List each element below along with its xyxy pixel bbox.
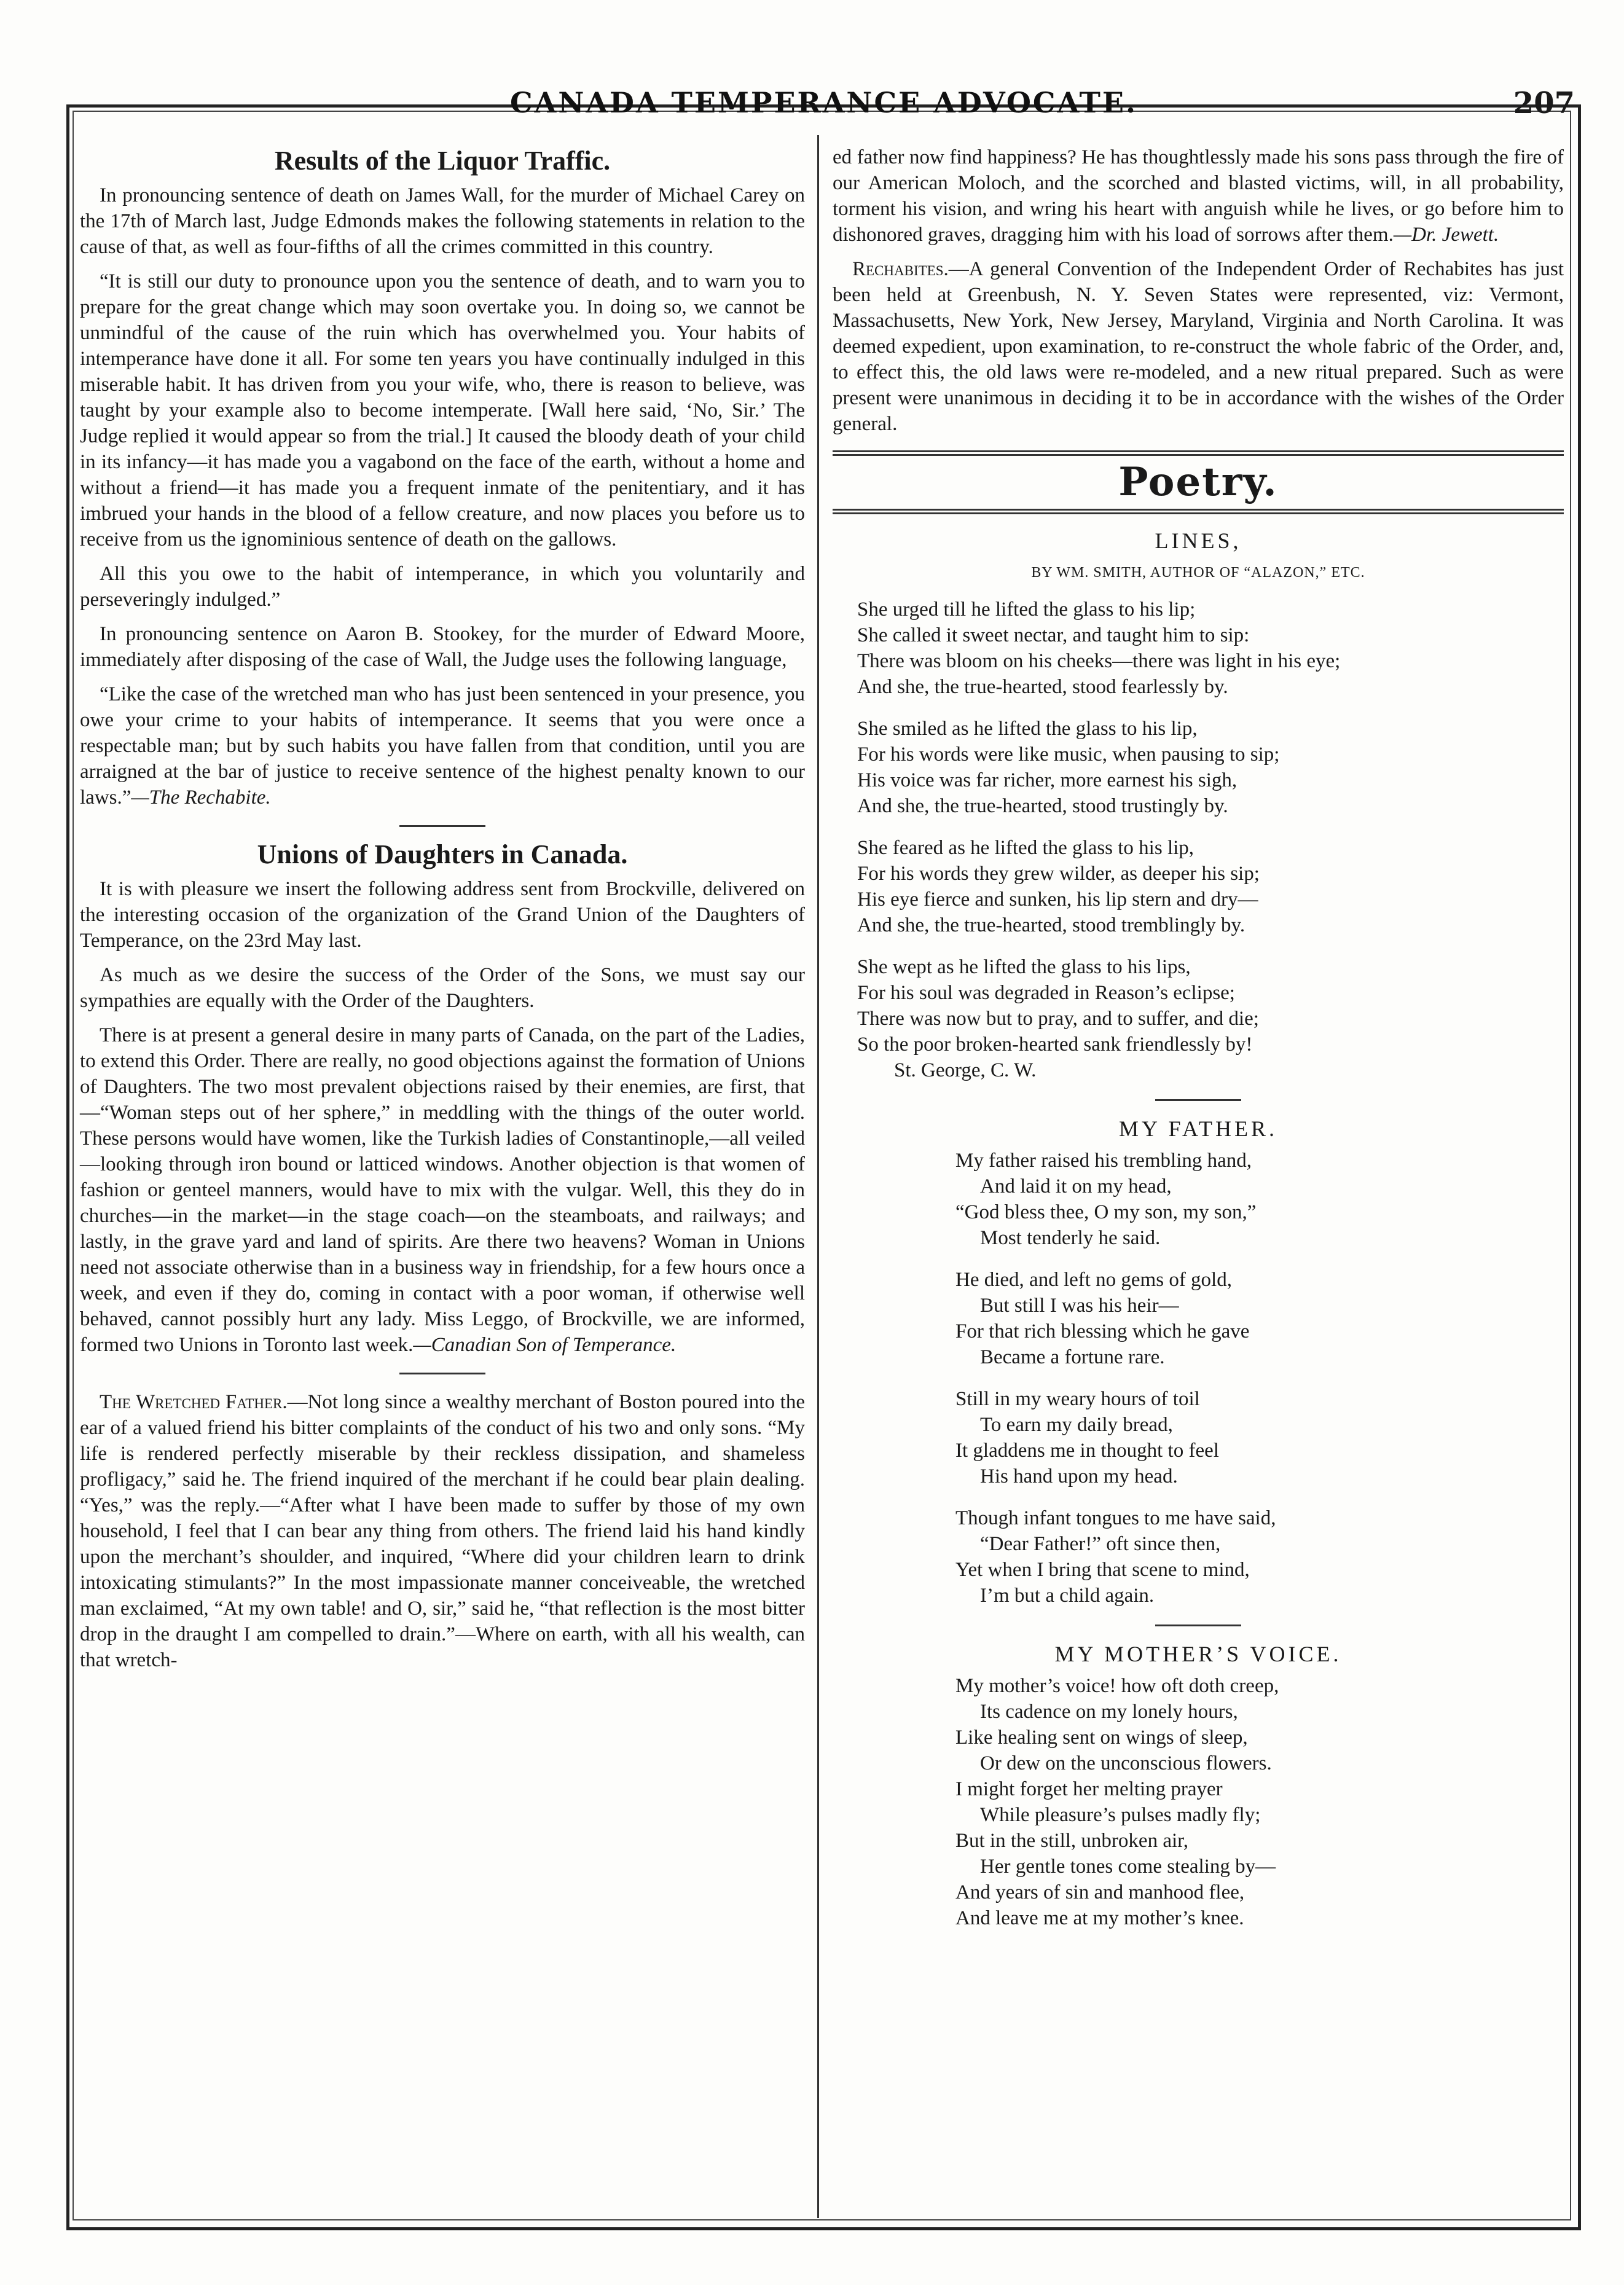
unions-paragraph: [80, 1022, 805, 1358]
masthead-title: CANADA TEMPERANCE ADVOCATE.: [510, 86, 1137, 119]
poem-line: My father raised his trembling hand,: [955, 1150, 1252, 1172]
poetry-rule-bottom: [833, 509, 1564, 514]
section-rule: [1155, 1625, 1241, 1626]
section-rule: [399, 1373, 485, 1374]
poem-line: Still in my weary hours of toil: [955, 1388, 1200, 1410]
poem-line: And years of sin and manhood flee,: [955, 1881, 1245, 1903]
liquor-paragraph: “It is still our duty to pronounce upon you the sentence of death, and to warn you to prepare for the great change which may soon overtake you. In doing so, we cannot be unmindful of the cause of the ruin which has overwhelmed you. Your habits of intemperance have done it all. For some ten years you have continually indulged in this miserable habit. It has driven from you your wife, who, there is reason to believe, was taught by your example also to become intemperate. [Wall here said, ‘No, Sir.’ The Judge replied it would appear so from the trial.] It caused the bloody death of your child in its infancy—it has made you a vagabond on the face of the earth, without a home and without a friend—it has made you a frequent inmate of the penitentiary, and it has imbrued your hands in the blood of a fellow creature, and now places you before us to receive from us the ignominious sentence of death on the gallows.: [80, 270, 805, 551]
poem-line: And she, the true-hearted, stood trustingly by.: [857, 795, 1228, 817]
my-mothers-voice-title: MY MOTHER’S VOICE.: [1054, 1642, 1342, 1666]
source-credit: —The Rechabite.: [131, 786, 271, 809]
masthead: [73, 86, 1575, 135]
poem-line: While pleasure’s pulses madly fly;: [980, 1804, 1261, 1826]
poem-line: To earn my daily bread,: [980, 1414, 1173, 1436]
poem-signature: St. George, C. W.: [894, 1059, 1037, 1081]
poem-line: It gladdens me in thought to feel: [955, 1440, 1219, 1462]
liquor-paragraph: [80, 681, 805, 810]
page-number: 207: [1513, 86, 1575, 120]
source-credit: —Canadian Son of Temperance.: [413, 1334, 677, 1356]
poem-line: I might forget her melting prayer: [955, 1778, 1223, 1800]
lines-byline: BY WM. SMITH, AUTHOR OF “ALAZON,” ETC.: [1031, 565, 1365, 581]
liquor-paragraph: In pronouncing sentence on Aaron B. Stookey, for the murder of Edward Moore, immediately after disposing of the case of Wall, the Judge uses the following language,: [80, 623, 805, 671]
rechabites-body: —A general Convention of the Independent Order of Rechabites has just been held at Greenbush, N. Y. Seven States were represented, viz: Vermont, Massachusetts, New York, New Jersey, Maryland, Virginia and North Carolina. It was deemed expedient, upon examination, to re-construct the whole fabric of the Order, and, to effect this, the old laws were re-modeled, and a new ritual prepared. Such as were present were unanimous in deciding it to be in accordance with the wishes of the Order general.: [833, 258, 1564, 435]
wretched-father-continued: [833, 144, 1564, 248]
unions-paragraph: As much as we desire the success of the Order of the Sons, we must say our sympathies are equally with the Order of the Daughters.: [80, 964, 805, 1012]
liquor-paragraph: All this you owe to the habit of intemperance, in which you voluntarily and perseveringly indulged.”: [80, 563, 805, 611]
poem-line: Yet when I bring that scene to mind,: [955, 1559, 1250, 1581]
father-stanza: [833, 1505, 1564, 1609]
poem-line: His voice was far richer, more earnest his sigh,: [857, 769, 1238, 791]
section-rule: [1155, 1099, 1241, 1101]
poem-line: His hand upon my head.: [980, 1465, 1178, 1487]
poem-line: She smiled as he lifted the glass to his lip,: [857, 718, 1198, 740]
left-column: [80, 144, 805, 1682]
poem-line: She wept as he lifted the glass to his lips,: [857, 956, 1191, 978]
poem-line: “Dear Father!” oft since then,: [980, 1533, 1221, 1555]
poem-line: And laid it on my head,: [980, 1175, 1172, 1197]
poem-line: Most tenderly he said.: [980, 1227, 1161, 1249]
column-divider: [817, 135, 819, 2218]
liquor-paragraph: In pronouncing sentence of death on James Wall, for the murder of Michael Carey on the 17th of March last, Judge Edmonds makes the following statements in relation to the cause of that, as well as four-fifths of all the crimes committed in this country.: [80, 184, 805, 258]
poem-line: Or dew on the unconscious flowers.: [980, 1752, 1272, 1774]
poem-line: My mother’s voice! how oft doth creep,: [955, 1675, 1279, 1697]
right-column: [833, 144, 1564, 1947]
rechabites-paragraph: [833, 256, 1564, 437]
poem-line: And she, the true-hearted, stood fearlessly by.: [857, 676, 1228, 698]
unions-heading: Unions of Daughters in Canada.: [257, 839, 628, 869]
wretched-father-cont-body: ed father now find happiness? He has thoughtlessly made his sons pass through the fire of our American Moloch, and the scorched and blasted victims, will, in all probability, torment his vision, and wring his heart with anguish while he lives, or go before him to dishonored graves, dragging him with his load of sorrows after them.: [833, 146, 1564, 246]
unions-paragraph: It is with pleasure we insert the following address sent from Brockville, delivered on the interesting occasion of the organization of the Grand Union of the Daughters of Temperance, on the 23rd May last.: [80, 878, 805, 952]
poem-line: She urged till he lifted the glass to his lip;: [857, 598, 1196, 621]
poem-line: Her gentle tones come stealing by—: [980, 1856, 1276, 1878]
rechabites-lead: Rechabites.: [852, 258, 949, 280]
unions-body: There is at present a general desire in many parts of Canada, on the part of the Ladies, to extend this Order. There are really, no good objections against the formation of Unions of Daughters. The two most prevalent objections raised by their enemies, are first, that—“Woman steps out of her sphere,” in meddling with the things of the outer world. These persons would have women, like the Turkish ladies of Constantinople,—all veiled—looking through iron bound or latticed windows. Another objection is that women of fashion or genteel manners, would have to mix with the vulgar. Well, this they do in churches—in the market—in the stage coach—on the steamboats, and railways; and lastly, in the grave yard and land of spirits. Are there two heavens? Woman in Unions need not associate otherwise than in a business way in friendship, for a few hours once a week, and even if they do, coming in contact with a poor woman, if otherwise well behaved, cannot possibly hurt any lady. Miss Leggo, of Brockville, we are informed, formed two Unions in Toronto last week.: [80, 1024, 805, 1356]
section-rule: [399, 825, 485, 827]
lines-stanza: [833, 835, 1564, 938]
lines-stanza: [833, 954, 1564, 1083]
poem-line: Like healing sent on wings of sleep,: [955, 1726, 1248, 1749]
wretched-father-paragraph: [80, 1389, 805, 1673]
poem-line: Became a fortune rare.: [980, 1346, 1165, 1368]
poem-line: There was now but to pray, and to suffer, and die;: [857, 1008, 1259, 1030]
poem-line: And leave me at my mother’s knee.: [955, 1907, 1244, 1929]
poem-line: “God bless thee, O my son, my son,”: [955, 1201, 1257, 1223]
mother-stanza: [833, 1673, 1564, 1931]
poem-line: But still I was his heir—: [980, 1295, 1179, 1317]
wretched-father-body: —Not long since a wealthy merchant of Boston poured into the ear of a valued friend his bitter complaints of the conduct of his two and only sons. “My life is rendered perfectly miserable by their reckless dissipation, and shameless profligacy,” said he. The friend inquired of the merchant if he could bear plain dealing. “Yes,” was the reply.—“After what I have been made to suffer by those of my own household, I feel that I can bear any thing from others. The friend laid his hand kindly upon the merchant’s shoulder, and inquired, “Where did your children learn to drink intoxicating stimulants?” In the most impassionate manner conceiveable, the wretched man exclaimed, “At my own table! and O, sir,” said he, “that reflection is the most bitter drop in the draught I am compelled to drain.”—Where on earth, with all his wealth, can that wretch-: [80, 1391, 805, 1671]
poem-line: She called it sweet nectar, and taught him to sip:: [857, 624, 1250, 646]
lines-stanza: [833, 716, 1564, 819]
poem-line: For that rich blessing which he gave: [955, 1320, 1250, 1342]
quote-text: “Like the case of the wretched man who has just been sentenced in your presence, you owe your crime to your habits of intemperance. It seems that you were once a respectable man; but by such habits you have fallen from that condition, until you are arraigned at the bar of justice to receive sentence of the highest penalty known to our laws.”: [80, 683, 805, 809]
poem-line: For his soul was degraded in Reason’s eclipse;: [857, 982, 1235, 1004]
poem-line: So the poor broken-hearted sank friendlessly by!: [857, 1033, 1253, 1056]
poetry-rule-top: [833, 450, 1564, 456]
poem-line: For his words they grew wilder, as deeper his sip;: [857, 863, 1260, 885]
poem-line: There was bloom on his cheeks—there was light in his eye;: [857, 650, 1341, 672]
poem-line: Though infant tongues to me have said,: [955, 1507, 1276, 1529]
poem-line: Its cadence on my lonely hours,: [980, 1701, 1238, 1723]
poem-line: She feared as he lifted the glass to his lip,: [857, 837, 1194, 859]
lines-stanza: [833, 597, 1564, 700]
poem-line: For his words were like music, when pausing to sip;: [857, 743, 1280, 766]
lines-title: LINES,: [1155, 528, 1242, 553]
father-stanza: [833, 1386, 1564, 1489]
liquor-heading: Results of the Liquor Traffic.: [274, 146, 611, 176]
poem-line: I’m but a child again.: [980, 1585, 1155, 1607]
poem-line: And she, the true-hearted, stood tremblingly by.: [857, 914, 1245, 936]
poem-line: But in the still, unbroken air,: [955, 1830, 1189, 1852]
poetry-heading: Poetry.: [1118, 459, 1278, 505]
my-father-title: MY FATHER.: [1118, 1116, 1278, 1141]
source-credit: —Dr. Jewett.: [1393, 224, 1499, 246]
wretched-father-lead: The Wretched Father.: [100, 1391, 288, 1413]
father-stanza: [833, 1267, 1564, 1370]
poem-line: He died, and left no gems of gold,: [955, 1269, 1232, 1291]
poem-line: His eye fierce and sunken, his lip stern and dry—: [857, 888, 1258, 911]
father-stanza: [833, 1148, 1564, 1251]
